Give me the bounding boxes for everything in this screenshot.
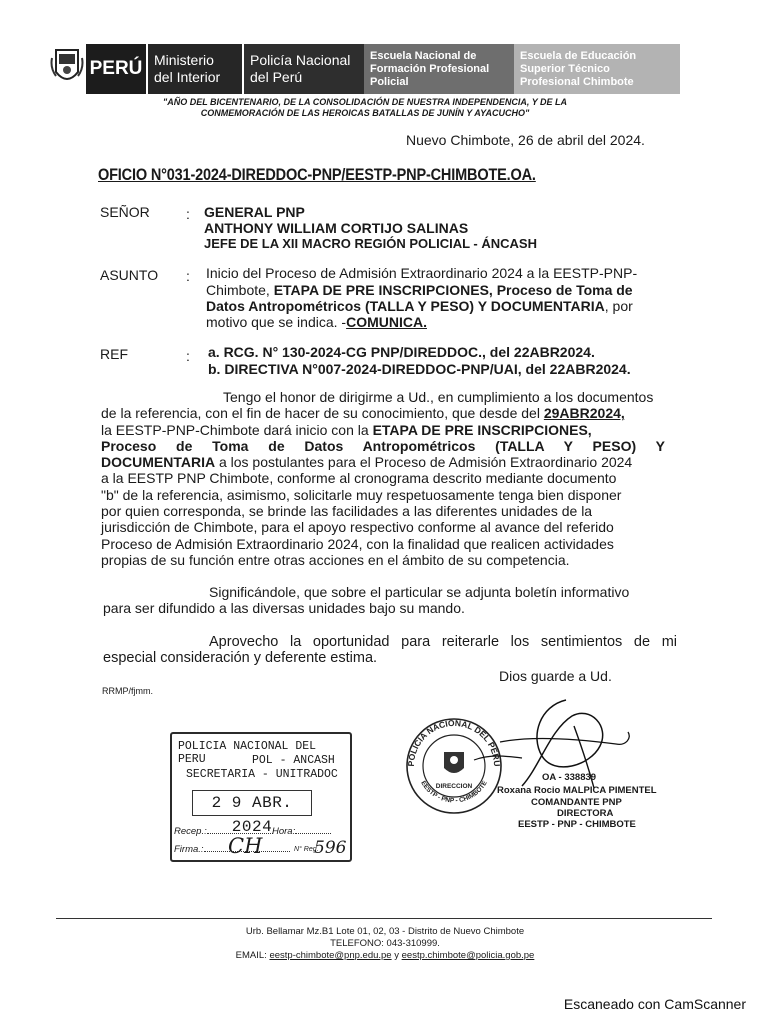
escuela-nacional-line-2: Formación Profesional — [370, 62, 490, 75]
asunto-line-1: Inicio del Proceso de Admisión Extraordinario 2024 a la EESTP-PNP- — [206, 265, 638, 281]
signature-code: OA - 338839 — [542, 772, 597, 783]
body-paragraph-3 — [103, 634, 677, 667]
asunto-line-3-a: Datos Antropométricos (TALLA Y PESO) Y DOCUMENTARIA — [206, 298, 605, 314]
asunto-line-4-a: motivo que se indica. - — [206, 314, 347, 330]
p1-line-8 — [101, 503, 665, 519]
p1-line-8-text: por quien corresponda, se brinde las facilidades a las diferentes unidades de la — [101, 503, 593, 520]
policia-line-2: del Perú — [250, 69, 303, 85]
stamp-line-2: POL - ANCASH — [252, 754, 335, 767]
p1-line-6 — [101, 470, 665, 486]
senor-line-1: GENERAL PNP — [204, 204, 305, 220]
ref-a: a. RCG. N° 130-2024-CG PNP/DIREDDOC., del 22ABR2024. — [208, 344, 595, 360]
p1-line-1 — [101, 389, 665, 405]
p1-line-11 — [101, 552, 665, 568]
p1-line-4 — [101, 438, 665, 454]
ministerio-line-2: del Interior — [154, 69, 221, 85]
p1-line-1-text: Tengo el honor de dirigirme a Ud., en cumplimiento a los documentos — [223, 389, 654, 405]
ref-label: REF — [100, 346, 128, 362]
escuela-educacion-line-2: Superior Técnico — [520, 62, 610, 75]
ref-b: b. DIRECTIVA N°007-2024-DIREDDOC-PNP/UAI, del 22ABR2024. — [208, 361, 631, 377]
year-motto — [150, 97, 580, 119]
peru-coat-of-arms-icon — [50, 44, 84, 92]
footer-phone: TELEFONO: 043-310999. — [330, 938, 440, 949]
p3-line-2: especial consideración y deferente estima. — [103, 650, 378, 667]
stamp-hora — [272, 826, 331, 837]
ref-colon: : — [186, 348, 190, 364]
oficio-number: OFICIO N°031-2024-DIREDDOC-PNP/EESTP-PNP-CHIMBOTE.OA. — [98, 166, 536, 184]
senor-line-2: ANTHONY WILLIAM CORTIJO SALINAS — [204, 220, 469, 236]
p1-line-7 — [101, 487, 665, 503]
escuela-nacional-line-3: Policial — [370, 75, 409, 88]
p1-line-10 — [101, 536, 665, 552]
p1-line-2-text: de la referencia, con el fin de hacer de su conocimiento, que desde del — [101, 405, 544, 422]
escuela-educacion-line-1: Escuela de Educación — [520, 49, 637, 62]
asunto-line-3-b: , por — [604, 298, 633, 314]
policia-block — [244, 44, 364, 94]
p1-line-2 — [101, 405, 665, 421]
asunto-line-2-a: Chimbote, — [206, 282, 274, 298]
stamp-firma-handwritten: CH — [228, 834, 263, 858]
body-paragraph-1 — [101, 389, 665, 568]
p2-line-2: para ser difundido a las diversas unidades bajo su mando. — [103, 600, 465, 617]
signature-unit: EESTP - PNP - CHIMBOTE — [518, 819, 636, 830]
closing: Dios guarde a Ud. — [499, 668, 612, 684]
peru-label: PERÚ — [89, 58, 143, 79]
p1-line-3 — [101, 422, 665, 438]
year-motto-line-2: CONMEMORACIÓN DE LAS HEROICAS BATALLAS DE JUNÍN Y AYACUCHO" — [200, 108, 530, 118]
p1-line-6-text: a la EESTP PNP Chimbote, conforme al cronograma descrito mediante documento — [101, 470, 617, 487]
p1-line-4-text: Proceso de Toma de Datos Antropométricos (TALLA Y PESO) Y — [101, 437, 665, 454]
stamp-nreg-label: N° Reg. — [294, 846, 319, 853]
footer-email-prefix: EMAIL: — [235, 950, 270, 961]
seal-bottom-text: EESTP - PNP - CHIMBOTE — [419, 779, 489, 805]
escuela-nacional-line-1: Escuela Nacional de — [370, 49, 477, 62]
asunto-line-4-b: COMUNICA. — [346, 314, 427, 330]
initials: RRMP/fjmm. — [102, 686, 153, 696]
footer-email-link-2[interactable]: eestp.chimbote@policia.gob.pe — [401, 950, 535, 961]
p1-line-5 — [101, 454, 665, 470]
p1-line-9-text: jurisdicción de Chimbote, para el apoyo respectivo conforme al avance del referido — [101, 519, 614, 536]
p1-line-3-bold: ETAPA DE PRE INSCRIPCIONES, — [372, 421, 592, 438]
ministerio-line-1: Ministerio — [154, 52, 214, 68]
escuela-educacion-block — [514, 44, 680, 94]
escuela-nacional-block — [364, 44, 516, 94]
stamp-line-1: POLICIA NACIONAL DEL PERU — [178, 740, 317, 766]
p1-line-2-date: 29ABR2024, — [543, 405, 625, 422]
stamp-line-3: SECRETARIA - UNITRADOC — [186, 768, 338, 781]
reception-stamp — [170, 732, 352, 862]
senor-line-3: JEFE DE LA XII MACRO REGIÓN POLICIAL - ÁNCASH — [204, 236, 537, 251]
asunto-colon: : — [186, 268, 190, 284]
p1-line-7-text: "b" de la referencia, asimismo, solicitarle muy respetuosamente tenga bien disponer — [101, 486, 622, 503]
p1-line-9 — [101, 519, 665, 535]
stamp-firma-label: Firma.: — [174, 844, 204, 855]
footer-email-link-1[interactable]: eestp-chimbote@pnp.edu.pe — [269, 950, 392, 961]
signature-role: DIRECTORA — [557, 808, 614, 819]
p1-line-3-text: la EESTP-PNP-Chimbote dará inicio con la — [101, 421, 373, 438]
signature-rank: COMANDANTE PNP — [531, 797, 622, 808]
p1-line-11-text: propias de su función entre otras acciones en el ámbito de su competencia. — [101, 551, 570, 568]
body-paragraph-2 — [103, 584, 663, 617]
camscanner-watermark: Escaneado con CamScanner — [563, 996, 746, 1012]
stamp-date: 2 9 ABR. 2024 — [192, 790, 312, 816]
stamp-nreg-handwritten: 596 — [314, 838, 347, 858]
p1-line-5-text: a los postulantes para el Proceso de Admisión Extraordinario 2024 — [215, 454, 633, 471]
asunto-line-2-b: ETAPA DE PRE INSCRIPCIONES, Proceso de Toma de — [273, 282, 633, 298]
asunto-label: ASUNTO — [100, 267, 159, 283]
signature-name: Roxana Rocio MALPICA PIMENTEL — [497, 785, 657, 796]
peru-logo-block — [86, 44, 146, 94]
stamp-recep-label: Recep.: — [174, 826, 207, 837]
asunto-line-3 — [206, 298, 633, 315]
p3-line-1: Aprovecho la oportunidad para reiterarle los sentimientos de mi — [209, 634, 677, 650]
footer-email — [150, 950, 620, 962]
ministerio-block — [148, 44, 242, 94]
seal-outer-text: POLICIA NACIONAL DEL PERU — [405, 717, 503, 767]
escuela-educacion-line-3: Profesional Chimbote — [520, 75, 634, 88]
asunto-line-4 — [206, 314, 427, 331]
p2-line-1: Significándole, que sobre el particular se adjunta boletín informativo — [209, 584, 630, 600]
asunto-line-2 — [206, 282, 633, 299]
stamp-hora-label: Hora: — [272, 826, 296, 837]
policia-line-1: Policía Nacional — [250, 52, 351, 68]
p1-line-10-text: Proceso de Admisión Extraordinario 2024, con la finalidad que realicen actividades — [101, 535, 614, 552]
footer-address: Urb. Bellamar Mz.B1 Lote 01, 02, 03 - Distrito de Nuevo Chimbote — [245, 926, 525, 937]
document-date: Nuevo Chimbote, 26 de abril del 2024. — [406, 132, 645, 148]
p1-line-5-bold: DOCUMENTARIA — [101, 454, 216, 471]
senor-colon: : — [186, 206, 190, 222]
senor-label: SEÑOR — [100, 204, 150, 220]
seal-inner-text: DIRECCION — [435, 783, 473, 790]
year-motto-line-1: "AÑO DEL BICENTENARIO, DE LA CONSOLIDACIÓN DE NUESTRA INDEPENDENCIA, Y DE LA — [162, 97, 568, 107]
footer-divider — [56, 918, 712, 919]
footer-email-mid: y — [391, 950, 402, 961]
